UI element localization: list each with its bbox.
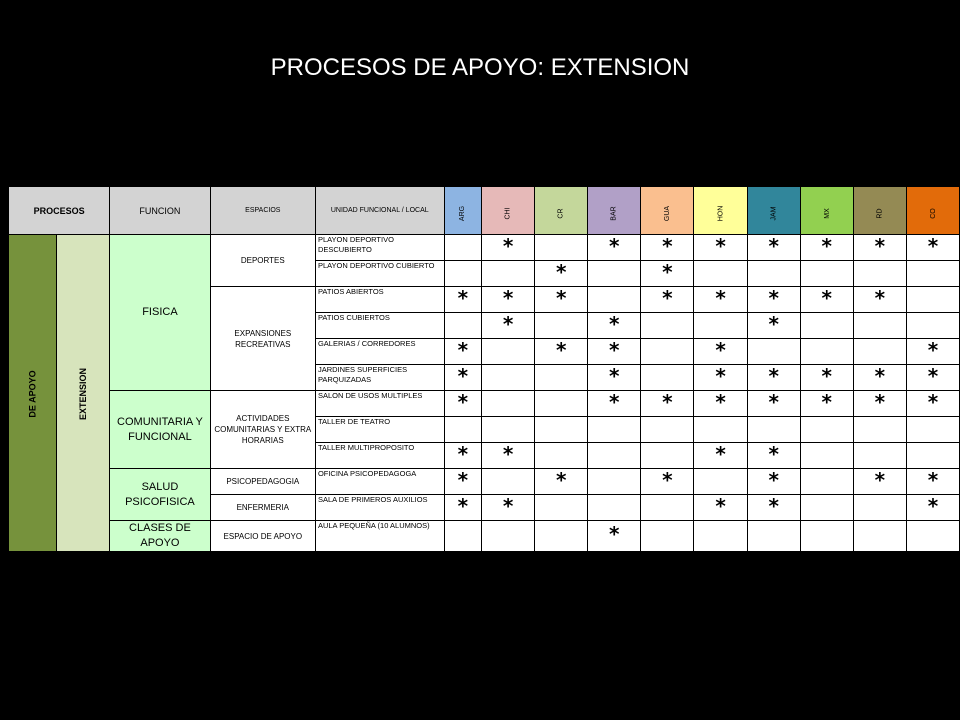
unidad-funcional: PATIOS CUBIERTOS	[315, 313, 444, 339]
asterisk-mark: *	[662, 468, 673, 492]
asterisk-mark: *	[927, 468, 939, 492]
country-code: CO	[929, 207, 937, 219]
mark-cell-mx	[800, 417, 853, 443]
asterisk-mark: *	[874, 286, 886, 310]
country-code: CHI	[504, 206, 512, 220]
unidad-funcional: SALON DE USOS MULTIPLES	[315, 391, 444, 417]
asterisk-mark: *	[715, 286, 726, 310]
asterisk-mark: *	[457, 494, 469, 518]
espacio-expansiones: EXPANSIONES RECREATIVAS	[210, 287, 315, 391]
country-code: JAM	[770, 206, 778, 220]
proceso-cell	[9, 235, 57, 552]
asterisk-mark: *	[662, 390, 673, 414]
asterisk-mark: *	[768, 468, 779, 492]
mark-cell-co	[906, 443, 959, 469]
mark-cell-bar	[588, 339, 641, 365]
mark-cell-chi	[482, 521, 535, 552]
mark-cell-mx	[800, 443, 853, 469]
unidad-funcional: AULA PEQUEÑA (10 ALUMNOS)	[315, 521, 444, 552]
mark-cell-cr	[535, 261, 588, 287]
asterisk-mark: *	[555, 286, 567, 310]
asterisk-mark: *	[768, 364, 779, 388]
header-country-bar	[588, 187, 641, 235]
mark-cell-bar	[588, 313, 641, 339]
asterisk-mark: *	[874, 390, 886, 414]
espacio-espacio-apoyo: ESPACIO DE APOYO	[210, 521, 315, 552]
asterisk-mark: *	[768, 312, 779, 336]
country-code: ARG	[459, 205, 467, 221]
processes-table	[8, 186, 960, 552]
page-title: PROCESOS DE APOYO: EXTENSION	[270, 54, 690, 81]
mark-cell-rd	[853, 365, 906, 391]
asterisk-mark: *	[609, 234, 620, 258]
asterisk-mark: *	[768, 286, 779, 310]
mark-cell-rd	[853, 313, 906, 339]
mark-cell-gua	[641, 313, 694, 339]
unidad-funcional: PLAYON DEPORTIVO DESCUBIERTO	[315, 235, 444, 261]
mark-cell-chi	[482, 287, 535, 313]
asterisk-mark: *	[874, 234, 886, 258]
mark-cell-bar	[588, 521, 641, 552]
asterisk-mark: *	[555, 260, 567, 284]
mark-cell-rd	[853, 339, 906, 365]
mark-cell-arg	[444, 521, 482, 552]
asterisk-mark: *	[874, 364, 886, 388]
mark-cell-jam	[747, 521, 800, 552]
mark-cell-bar	[588, 235, 641, 261]
asterisk-mark: *	[821, 364, 833, 388]
mark-cell-cr	[535, 365, 588, 391]
header-country-rd	[853, 187, 906, 235]
asterisk-mark: *	[715, 390, 726, 414]
mark-cell-hon	[694, 521, 747, 552]
mark-cell-hon	[694, 313, 747, 339]
asterisk-mark: *	[768, 442, 779, 466]
mark-cell-gua	[641, 443, 694, 469]
mark-cell-mx	[800, 365, 853, 391]
mark-cell-mx	[800, 391, 853, 417]
header-unidad: UNIDAD FUNCIONAL / LOCAL	[315, 187, 444, 235]
mark-cell-jam	[747, 495, 800, 521]
mark-cell-rd	[853, 443, 906, 469]
mark-cell-gua	[641, 417, 694, 443]
mark-cell-co	[906, 235, 959, 261]
mark-cell-arg	[444, 313, 482, 339]
mark-cell-gua	[641, 521, 694, 552]
mark-cell-mx	[800, 521, 853, 552]
mark-cell-bar	[588, 261, 641, 287]
mark-cell-chi	[482, 313, 535, 339]
header-country-cr	[535, 187, 588, 235]
asterisk-mark: *	[821, 390, 833, 414]
mark-cell-hon	[694, 469, 747, 495]
unidad-funcional: PATIOS ABIERTOS	[315, 287, 444, 313]
mark-cell-bar	[588, 443, 641, 469]
asterisk-mark: *	[457, 364, 469, 388]
asterisk-mark: *	[662, 286, 673, 310]
asterisk-mark: *	[502, 494, 514, 518]
mark-cell-co	[906, 495, 959, 521]
mark-cell-co	[906, 287, 959, 313]
asterisk-mark: *	[457, 468, 469, 492]
mark-cell-arg	[444, 469, 482, 495]
mark-cell-hon	[694, 391, 747, 417]
mark-cell-chi	[482, 469, 535, 495]
mark-cell-cr	[535, 417, 588, 443]
mark-cell-chi	[482, 365, 535, 391]
asterisk-mark: *	[662, 234, 673, 258]
unidad-funcional: JARDINES SUPERFICIES PARQUIZADAS	[315, 365, 444, 391]
mark-cell-jam	[747, 235, 800, 261]
asterisk-mark: *	[874, 468, 886, 492]
asterisk-mark: *	[821, 286, 833, 310]
asterisk-mark: *	[715, 364, 726, 388]
mark-cell-hon	[694, 495, 747, 521]
mark-cell-hon	[694, 443, 747, 469]
mark-cell-arg	[444, 261, 482, 287]
mark-cell-arg	[444, 443, 482, 469]
asterisk-mark: *	[457, 442, 469, 466]
mark-cell-arg	[444, 495, 482, 521]
mark-cell-arg	[444, 391, 482, 417]
asterisk-mark: *	[555, 338, 567, 362]
asterisk-mark: *	[502, 286, 514, 310]
mark-cell-hon	[694, 287, 747, 313]
asterisk-mark: *	[457, 390, 469, 414]
mark-cell-cr	[535, 235, 588, 261]
asterisk-mark: *	[502, 312, 514, 336]
header-country-gua	[641, 187, 694, 235]
asterisk-mark: *	[715, 494, 726, 518]
mark-cell-jam	[747, 417, 800, 443]
mark-cell-gua	[641, 339, 694, 365]
asterisk-mark: *	[609, 312, 620, 336]
mark-cell-cr	[535, 313, 588, 339]
country-code: GUA	[663, 205, 671, 221]
espacio-enfermeria: ENFERMERIA	[210, 495, 315, 521]
asterisk-mark: *	[768, 234, 779, 258]
asterisk-mark: *	[927, 390, 939, 414]
mark-cell-mx	[800, 261, 853, 287]
country-code: CR	[557, 207, 565, 219]
mark-cell-chi	[482, 443, 535, 469]
header-country-chi	[482, 187, 535, 235]
asterisk-mark: *	[927, 338, 939, 362]
mark-cell-mx	[800, 339, 853, 365]
mark-cell-bar	[588, 417, 641, 443]
mark-cell-co	[906, 391, 959, 417]
asterisk-mark: *	[609, 338, 620, 362]
mark-cell-hon	[694, 417, 747, 443]
mark-cell-cr	[535, 287, 588, 313]
mark-cell-rd	[853, 469, 906, 495]
mark-cell-chi	[482, 339, 535, 365]
unidad-funcional: GALERIAS / CORREDORES	[315, 339, 444, 365]
asterisk-mark: *	[555, 468, 567, 492]
mark-cell-gua	[641, 287, 694, 313]
asterisk-mark: *	[715, 234, 726, 258]
mark-cell-rd	[853, 261, 906, 287]
mark-cell-mx	[800, 495, 853, 521]
header-espacios: ESPACIOS	[210, 187, 315, 235]
subproceso-cell	[57, 235, 110, 552]
mark-cell-chi	[482, 495, 535, 521]
mark-cell-jam	[747, 391, 800, 417]
mark-cell-mx	[800, 287, 853, 313]
mark-cell-cr	[535, 521, 588, 552]
espacio-psicopedagogia: PSICOPEDAGOGIA	[210, 469, 315, 495]
mark-cell-hon	[694, 235, 747, 261]
country-code: MX	[823, 207, 831, 219]
mark-cell-co	[906, 339, 959, 365]
mark-cell-bar	[588, 365, 641, 391]
mark-cell-gua	[641, 261, 694, 287]
mark-cell-arg	[444, 235, 482, 261]
mark-cell-cr	[535, 495, 588, 521]
mark-cell-jam	[747, 365, 800, 391]
mark-cell-cr	[535, 391, 588, 417]
mark-cell-bar	[588, 391, 641, 417]
mark-cell-hon	[694, 339, 747, 365]
asterisk-mark: *	[715, 442, 726, 466]
header-country-co	[906, 187, 959, 235]
mark-cell-jam	[747, 469, 800, 495]
funcion-comunitaria: COMUNITARIA Y FUNCIONAL	[110, 391, 210, 469]
table-row	[9, 469, 960, 495]
mark-cell-rd	[853, 235, 906, 261]
asterisk-mark: *	[927, 494, 939, 518]
asterisk-mark: *	[502, 442, 514, 466]
mark-cell-jam	[747, 313, 800, 339]
funcion-salud: SALUD PSICOFISICA	[110, 469, 210, 521]
header-procesos: PROCESOS	[9, 187, 110, 235]
header-country-arg	[444, 187, 482, 235]
mark-cell-arg	[444, 287, 482, 313]
mark-cell-mx	[800, 469, 853, 495]
asterisk-mark: *	[927, 364, 939, 388]
asterisk-mark: *	[662, 260, 673, 284]
mark-cell-chi	[482, 391, 535, 417]
mark-cell-hon	[694, 261, 747, 287]
mark-cell-chi	[482, 235, 535, 261]
proceso-label: DE APOYO	[27, 370, 38, 418]
table-row	[9, 391, 960, 417]
country-code: HON	[717, 205, 725, 221]
mark-cell-gua	[641, 235, 694, 261]
asterisk-mark: *	[457, 338, 469, 362]
mark-cell-gua	[641, 391, 694, 417]
mark-cell-cr	[535, 339, 588, 365]
unidad-funcional: PLAYON DEPORTIVO CUBIERTO	[315, 261, 444, 287]
header-funcion: FUNCION	[110, 187, 210, 235]
asterisk-mark: *	[821, 234, 833, 258]
mark-cell-co	[906, 469, 959, 495]
asterisk-mark: *	[457, 286, 469, 310]
header-country-hon	[694, 187, 747, 235]
asterisk-mark: *	[768, 494, 779, 518]
asterisk-mark: *	[609, 390, 620, 414]
unidad-funcional: TALLER MULTIPROPOSITO	[315, 443, 444, 469]
mark-cell-bar	[588, 469, 641, 495]
mark-cell-hon	[694, 365, 747, 391]
mark-cell-jam	[747, 443, 800, 469]
mark-cell-co	[906, 365, 959, 391]
asterisk-mark: *	[502, 234, 514, 258]
asterisk-mark: *	[715, 338, 726, 362]
mark-cell-gua	[641, 469, 694, 495]
mark-cell-co	[906, 417, 959, 443]
mark-cell-co	[906, 261, 959, 287]
mark-cell-arg	[444, 417, 482, 443]
mark-cell-chi	[482, 261, 535, 287]
mark-cell-rd	[853, 417, 906, 443]
asterisk-mark: *	[609, 364, 620, 388]
mark-cell-rd	[853, 287, 906, 313]
mark-cell-cr	[535, 469, 588, 495]
mark-cell-co	[906, 521, 959, 552]
mark-cell-jam	[747, 339, 800, 365]
country-code: RD	[876, 207, 884, 219]
mark-cell-gua	[641, 495, 694, 521]
mark-cell-jam	[747, 287, 800, 313]
unidad-funcional: TALLER DE TEATRO	[315, 417, 444, 443]
country-code: BAR	[610, 205, 618, 221]
table-row	[9, 235, 960, 261]
unidad-funcional: SALA DE PRIMEROS AUXILIOS	[315, 495, 444, 521]
mark-cell-cr	[535, 443, 588, 469]
funcion-fisica: FISICA	[110, 235, 210, 391]
unidad-funcional: OFICINA PSICOPEDAGOGA	[315, 469, 444, 495]
subproceso-label: EXTENSION	[78, 367, 89, 421]
mark-cell-rd	[853, 521, 906, 552]
mark-cell-mx	[800, 313, 853, 339]
header-country-mx	[800, 187, 853, 235]
mark-cell-arg	[444, 339, 482, 365]
mark-cell-bar	[588, 495, 641, 521]
mark-cell-arg	[444, 365, 482, 391]
mark-cell-gua	[641, 365, 694, 391]
mark-cell-rd	[853, 495, 906, 521]
asterisk-mark: *	[609, 522, 620, 546]
mark-cell-jam	[747, 261, 800, 287]
header-row	[9, 187, 960, 235]
asterisk-mark: *	[927, 234, 939, 258]
mark-cell-rd	[853, 391, 906, 417]
mark-cell-mx	[800, 235, 853, 261]
funcion-clases: CLASES DE APOYO	[110, 521, 210, 552]
mark-cell-bar	[588, 287, 641, 313]
espacio-actividades: ACTIVIDADES COMUNITARIAS Y EXTRA HORARIAS	[210, 391, 315, 469]
espacio-deportes: DEPORTES	[210, 235, 315, 287]
mark-cell-chi	[482, 417, 535, 443]
table-row	[9, 521, 960, 552]
mark-cell-co	[906, 313, 959, 339]
header-country-jam	[747, 187, 800, 235]
asterisk-mark: *	[768, 390, 779, 414]
